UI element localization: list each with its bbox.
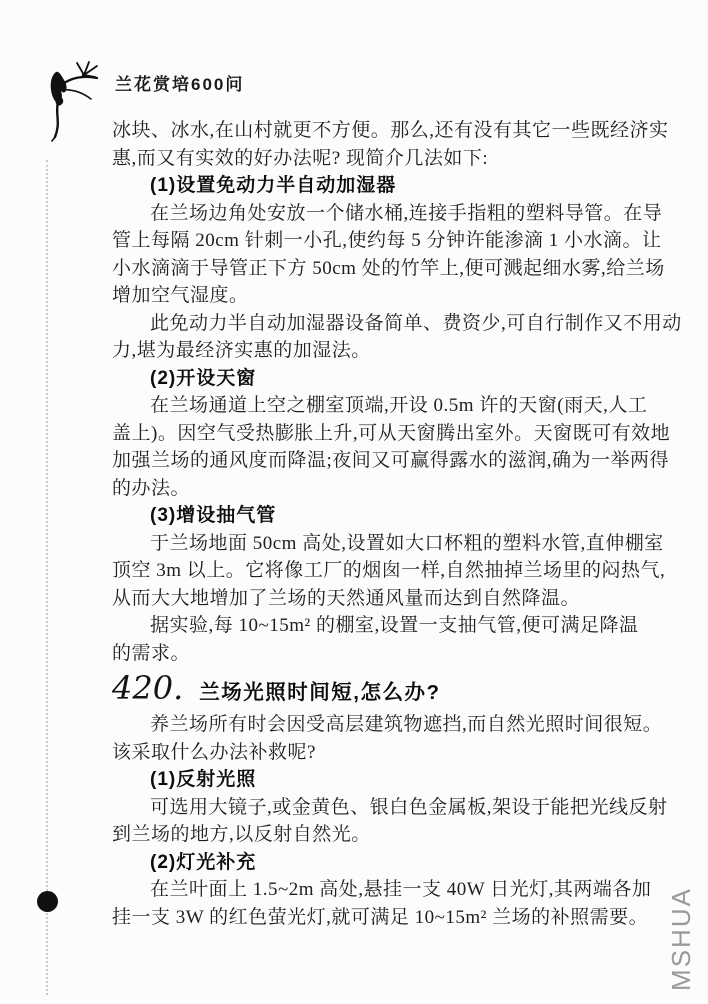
spine-dotted-line xyxy=(46,160,48,995)
text-line: 小水滴滴于导管正下方 50cm 处的竹竿上,便可溅起细水雾,给兰场 xyxy=(112,257,665,279)
text-line: 增加空气湿度。 xyxy=(112,285,249,306)
text-line: 在兰场边角处安放一个储水桶,连接手指粗的塑料导管。在导 xyxy=(150,202,663,224)
question-title: 兰场光照时间短,怎么办? xyxy=(199,681,441,704)
page-title: 兰花赏培600问 xyxy=(115,75,245,94)
text-line: 于兰场地面 50cm 高处,设置如大口杯粗的塑料水管,直伸棚室 xyxy=(150,532,664,554)
text-line: 从而大大地增加了兰场的天然通风量而达到自然降温。 xyxy=(112,587,581,609)
text-line: 顶空 3m 以上。它将像工厂的烟囱一样,自然抽掉兰场里的闷热气, xyxy=(112,560,666,581)
text-line: 加强兰场的通风度而降温;夜间又可赢得露水的滋润,确为一举两得 xyxy=(112,450,670,471)
section-subheading: (2)开设天窗 xyxy=(150,367,257,389)
question-number: 420. xyxy=(112,669,184,707)
text-line: 的需求。 xyxy=(112,642,191,664)
text-line: 到兰场的地方,以反射自然光。 xyxy=(112,824,371,845)
text-line: 惠,而又有实效的好办法呢? 现简介几法如下: xyxy=(112,147,489,169)
question-heading xyxy=(112,667,617,711)
text-column xyxy=(112,117,682,931)
section-subheading: (2)灯光补充 xyxy=(150,851,257,873)
text-line: 盖上)。因空气受热膨胀上升,可从天窗腾出室外。天窗既可有效地 xyxy=(112,422,671,444)
text-line: 该采取什么办法补救呢? xyxy=(112,741,316,763)
section-subheading: (1)设置免动力半自动加湿器 xyxy=(150,175,397,196)
section-subheading: (3)增设抽气管 xyxy=(150,505,277,526)
section-subheading: (1)反射光照 xyxy=(150,769,257,790)
text-line: 力,堪为最经济实惠的加湿法。 xyxy=(112,340,371,361)
text-line: 在兰叶面上 1.5~2m 高处,悬挂一支 40W 日光灯,其两端各加 xyxy=(150,879,652,900)
text-line: 管上每隔 20cm 针刺一小孔,使约每 5 分钟许能渗滴 1 小水滴。让 xyxy=(112,230,662,251)
text-line: 据实验,每 10~15m² 的棚室,设置一支抽气管,便可满足降温 xyxy=(150,615,639,636)
text-line: 养兰场所有时会因受高层建筑物遮挡,而自然光照时间很短。 xyxy=(150,714,663,735)
text-line: 挂一支 3W 的红色萤光灯,就可满足 10~15m² 兰场的补照需要。 xyxy=(112,906,649,928)
watermark: MSHUA xyxy=(666,887,696,991)
text-line: 在兰场通道上空之棚室顶端,开设 0.5m 许的天窗(雨天,人工 xyxy=(150,395,648,416)
orchid-sketch-icon xyxy=(44,58,108,142)
page-marker-dot-icon xyxy=(37,891,58,912)
text-line: 的办法。 xyxy=(112,477,191,499)
text-line: 冰块、冰水,在山村就更不方便。那么,还有没有其它一些既经济实 xyxy=(112,120,669,141)
text-line: 可选用大镜子,或金黄色、银白色金属板,架设于能把光线反射 xyxy=(150,796,668,818)
text-line: 此免动力半自动加湿器设备简单、费资少,可自行制作又不用动 xyxy=(150,312,682,334)
